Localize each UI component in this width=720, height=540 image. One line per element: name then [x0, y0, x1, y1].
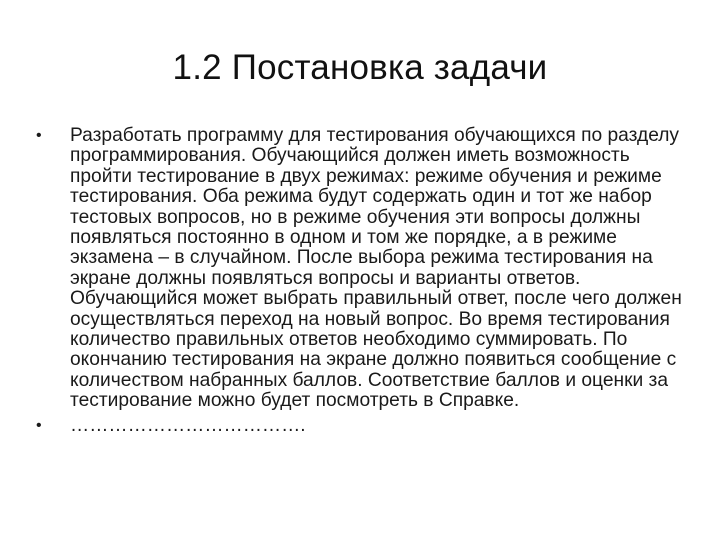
bullet-item-ellipsis — [36, 416, 686, 436]
slide-title: 1.2 Постановка задачи — [172, 48, 548, 87]
bullet-item-task-description — [36, 126, 686, 412]
bullet-list — [36, 126, 686, 440]
bullet-text: Разработать программу для тестирования обучающихся по разделу программирования. Обучающийся должен иметь возможность пройти тестирование в двух режимах: режиме обучения и режиме тестирования. Оба режима будут содержать один и тот же набор тестовых вопросов, но в режиме обучения эти вопросы должны появляться постоянно в одном и том же порядке, а в режиме экзамена – в случайном. После выбора режима тестирования на экране должны появляться вопросы и варианты ответов. Обучающийся может выбрать правильный ответ, после чего должен осуществляться переход на новый вопрос. Во время тестирования количество правильных ответов необходимо суммировать. По окончанию тестирования на экране должно появиться сообщение с количеством набранных баллов. Соответствие баллов и оценки за тестирование можно будет посмотреть в Справке. — [70, 125, 682, 412]
bullet-marker: • — [36, 127, 42, 144]
bullet-marker: • — [36, 416, 42, 434]
bullet-text: ………………………………. — [70, 414, 306, 436]
